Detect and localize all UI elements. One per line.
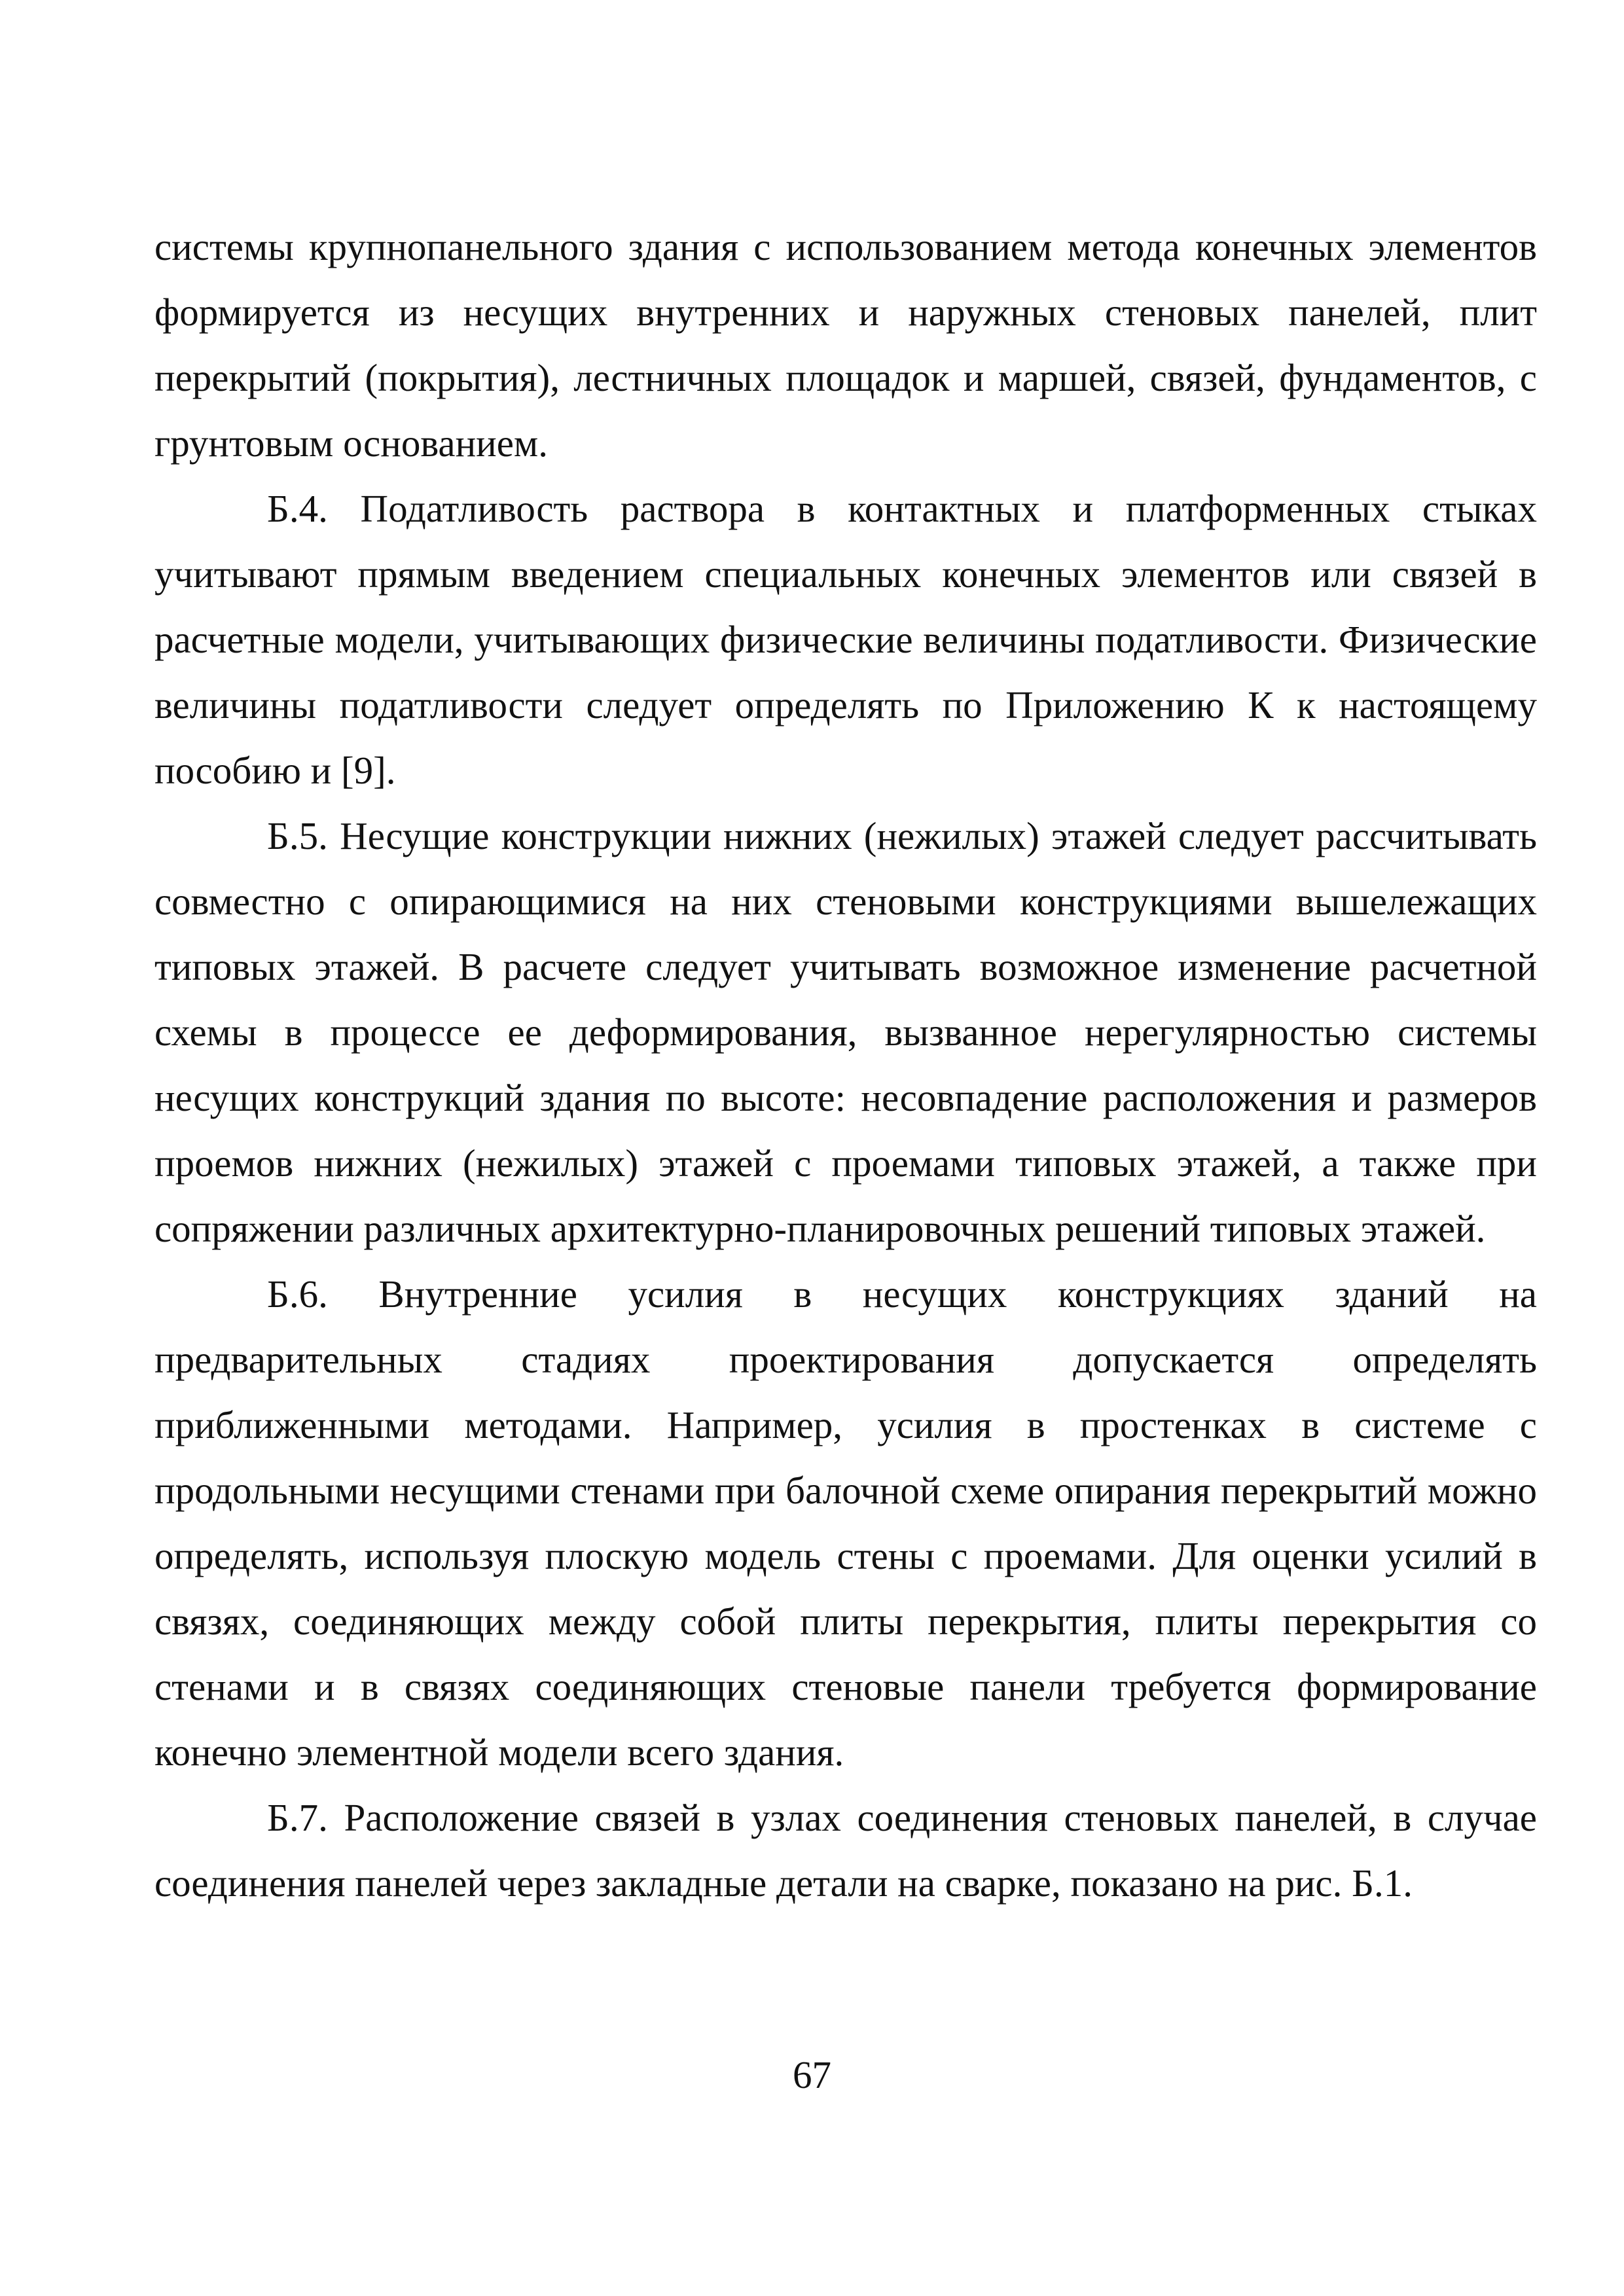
document-body bbox=[154, 214, 1537, 1916]
paragraph-b4: Б.4. Податливость раствора в контактных и платформенных стыках учитывают прямым введением специальных конечных элементов или связей в расчетные модели, учитывающих физические величины податливости. Физические величины податливости следует определять по Приложению К к настоящему пособию и [9]. bbox=[154, 487, 1537, 792]
paragraph-b5: Б.5. Несущие конструкции нижних (нежилых) этажей следует рассчитывать совместно с опирающимися на них стеновыми конструкциями вышележащих типовых этажей. В расчете следует учитывать возможное изменение расчетной схемы в процессе ее деформирования, вызванное нерегулярностью системы несущих конструкций здания по высоте: несовпадение расположения и размеров проемов нижних (нежилых) этажей с проемами типовых этажей, а также при сопряжении различных архитектурно-планировочных решений типовых этажей. bbox=[154, 814, 1537, 1250]
paragraph-b6: Б.6. Внутренние усилия в несущих конструкциях зданий на предварительных стадиях проектирования допускается определять приближенными методами. Например, усилия в простенках в системе с продольными несущими стенами при балочной схеме опирания перекрытий можно определять, используя плоскую модель стены с проемами. Для оценки усилий в связях, соединяющих между собой плиты перекрытия, плиты перекрытия со стенами и в связях соединяющих стеновые панели требуется формирование конечно элементной модели всего здания. bbox=[154, 1272, 1537, 1774]
page-number: 67 bbox=[793, 2053, 831, 2096]
paragraph-b7: Б.7. Расположение связей в узлах соединения стеновых панелей, в случае соединения панелей через закладные детали на сварке, показано на рис. Б.1. bbox=[154, 1796, 1537, 1905]
paragraph-continuation: системы крупнопанельного здания с использованием метода конечных элементов формируется из несущих внутренних и наружных стеновых панелей, плит перекрытий (покрытия), лестничных площадок и маршей, связей, фундаментов, с грунтовым основанием. bbox=[154, 225, 1537, 465]
